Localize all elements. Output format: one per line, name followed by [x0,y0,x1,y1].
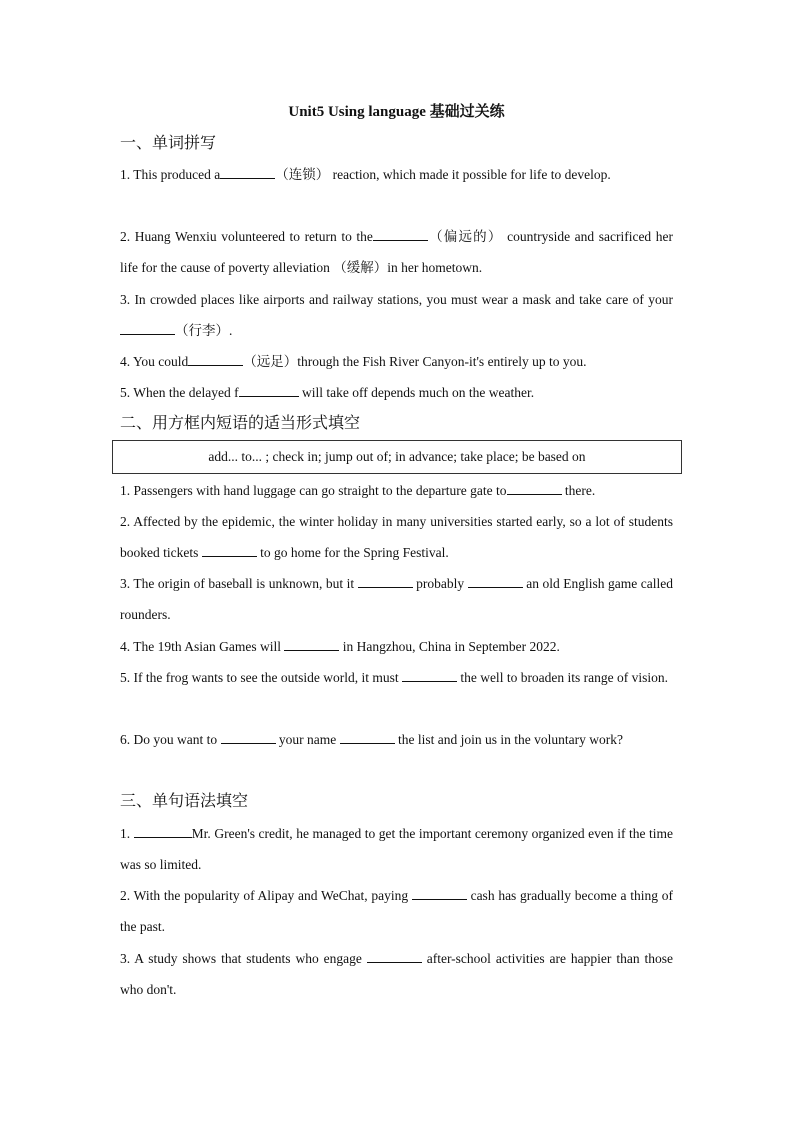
answer-blank[interactable] [507,480,562,495]
answer-blank[interactable] [221,729,276,744]
answer-blank[interactable] [220,164,275,179]
question-text: 5. When the delayed f [120,385,239,400]
answer-blank[interactable] [340,729,395,744]
answer-blank[interactable] [367,948,422,963]
spelling-question-3 [120,284,673,347]
section-heading-spelling: 一、单词拼写 [120,133,217,152]
question-text: 1. Passengers with hand luggage can go straight to the departure gate to [120,483,507,498]
spelling-question-1 [120,159,673,190]
answer-blank[interactable] [468,573,523,588]
question-text: Mr. Green's credit, he managed to get the important ceremony organized even if the time was so limited. [120,826,674,873]
phrase-question-6 [120,724,673,755]
question-text: 1. This produced a [120,167,221,182]
question-text: 3. The origin of baseball is unknown, but it [120,576,355,591]
question-text: 3. In crowded places like airports and railway stations, you must wear a mask and take care of your [120,292,673,307]
answer-blank[interactable] [120,320,175,335]
spelling-question-2 [120,221,673,284]
spelling-question-5 [120,377,673,408]
question-text: 4. The 19th Asian Games will [120,639,281,654]
answer-blank[interactable] [412,885,467,900]
question-text: 6. Do you want to [120,732,218,747]
question-text: cash has gradually become a thing of the past. [120,888,674,935]
answer-blank[interactable] [373,226,428,241]
section-heading-phrases: 二、用方框内短语的适当形式填空 [120,413,361,432]
question-text: （连锁） reaction, which made it possible for life to develop. [275,167,611,182]
question-text: 5. If the frog wants to see the outside world, it must [120,670,399,685]
phrase-box: add... to... ; check in; jump out of; in advance; take place; be based on [112,440,682,474]
phrase-question-3 [120,568,673,631]
answer-blank[interactable] [134,823,192,838]
question-text: an old English game called rounders. [120,576,674,623]
answer-blank[interactable] [402,667,457,682]
question-text: to go home for the Spring Festival. [256,545,449,561]
question-text: （远足）through the Fish River Canyon-it's entirely up to you. [243,354,587,369]
question-text: in Hangzhou, China in September 2022. [339,639,560,654]
question-text: 3. A study shows that students who engage [120,951,362,966]
question-text: there. [561,483,596,498]
question-text: （偏远的） countryside and sacrificed her life for the cause of poverty alleviation （缓解）in her hometown. [120,229,673,276]
question-text: the list and join us in the voluntary work? [394,732,623,747]
phrase-question-5 [120,662,673,693]
answer-blank[interactable] [202,542,257,557]
section-heading-grammar: 三、单句语法填空 [120,791,249,810]
grammar-question-2 [120,880,673,943]
page-title: Unit5 Using language 基础过关练 [288,104,505,120]
question-text: your name [275,732,337,747]
answer-blank[interactable] [188,351,243,366]
answer-blank[interactable] [284,636,339,651]
phrase-question-4 [120,631,673,662]
answer-blank[interactable] [239,382,299,397]
question-text: 2. Affected by the epidemic, the winter holiday in many universities started early, so a lot of students booked tickets [120,514,673,561]
question-text: probably [412,576,465,591]
question-text: after-school activities are happier than those who don't. [120,951,673,998]
question-text: （行李）. [175,323,233,339]
phrase-question-1 [120,475,673,506]
question-text: 2. Huang Wenxiu volunteered to return to the [120,229,373,244]
answer-blank[interactable] [358,573,413,588]
question-text: the well to broaden its range of vision. [456,670,669,685]
question-text: will take off depends much on the weather. [298,385,535,400]
question-text: 1. [120,826,131,841]
spelling-question-4 [120,346,673,377]
question-text: 2. With the popularity of Alipay and WeChat, paying [120,888,409,903]
grammar-question-3 [120,943,673,1006]
question-text: 4. You could [120,354,189,369]
grammar-question-1 [120,818,673,881]
phrase-question-2 [120,506,673,569]
